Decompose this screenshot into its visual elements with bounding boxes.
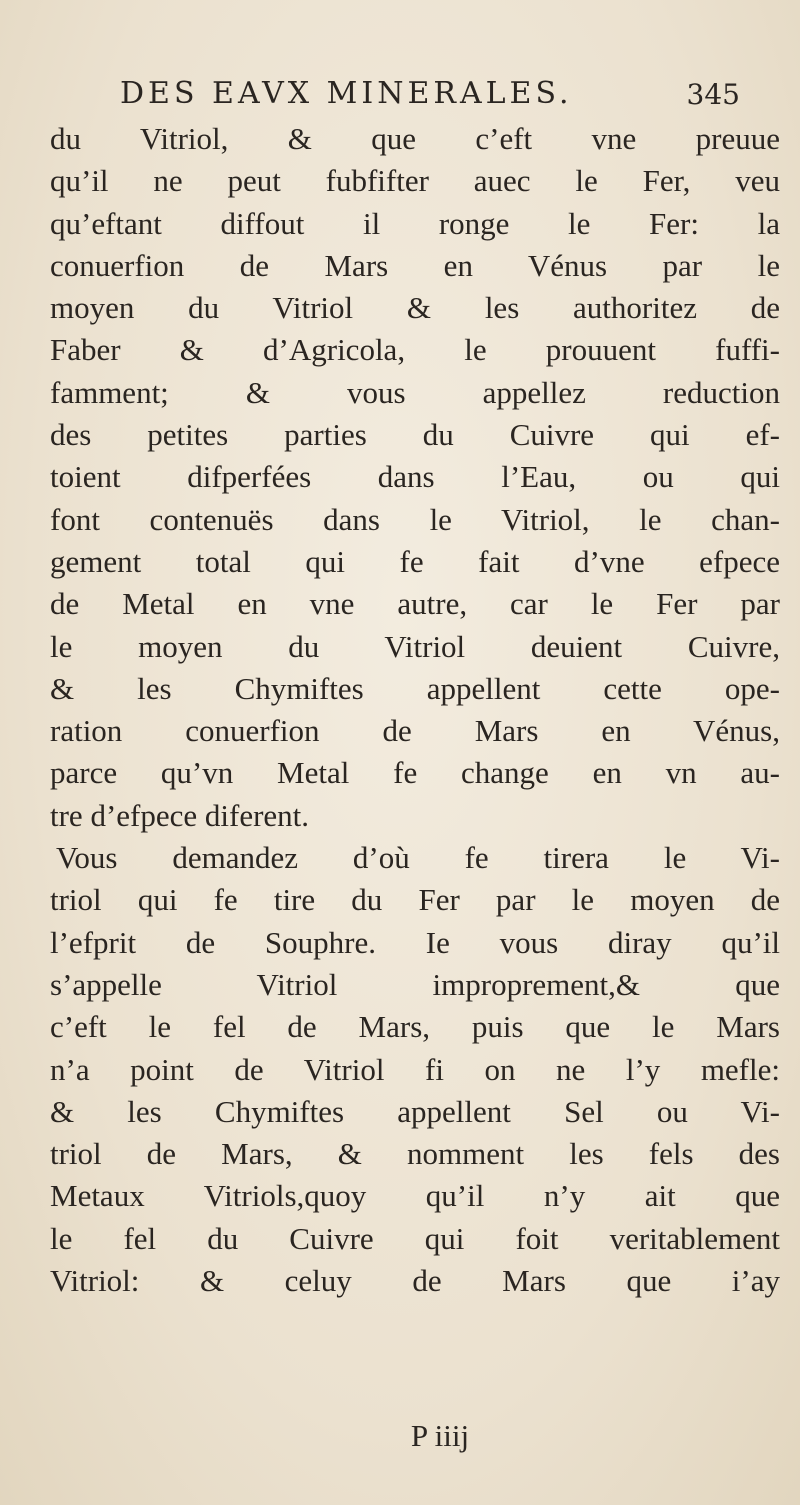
text-line: toient difperfées dans l’Eau, ou qui [50, 459, 780, 495]
text-line: le moyen du Vitriol deuient Cuivre, [50, 628, 780, 664]
text-line: triol de Mars, & nomment les fels des [50, 1136, 780, 1172]
paragraph-start-line: Vous demandez d’où fe tirera le Vi- [56, 840, 780, 876]
text-line: n’a point de Vitriol fi on ne l’y mefle: [50, 1051, 780, 1087]
text-line: l’efprit de Souphre. Ie vous diray qu’il [50, 924, 780, 960]
text-line: de Metal en vne autre, car le Fer par [50, 586, 780, 622]
text-line: Vitriol: & celuy de Mars que i’ay [50, 1263, 780, 1299]
text-line: parce qu’vn Metal fe change en vn au- [50, 755, 780, 791]
paragraph-end-line: tre d’efpece diferent. [50, 797, 310, 833]
text-line: Faber & d’Agricola, le prouuent fuffi- [50, 332, 780, 368]
text-line: s’appelle Vitriol improprement,& que [50, 966, 780, 1002]
text-line: & les Chymiftes appellent cette ope- [50, 670, 780, 706]
text-line: des petites parties du Cuivre qui ef- [50, 417, 780, 453]
text-line: qu’eftant diffout il ronge le Fer: la [50, 205, 780, 241]
text-line: Metaux Vitriols,quoy qu’il n’y ait que [50, 1178, 780, 1214]
text-line: ration conuerfion de Mars en Vénus, [50, 713, 780, 749]
text-line: gement total qui fe fait d’vne efpece [50, 543, 780, 579]
text-line: famment; & vous appellez reduction [50, 374, 780, 410]
body-text [50, 118, 780, 1302]
text-line: du Vitriol, & que c’eft vne preuue [50, 121, 780, 156]
text-line: triol qui fe tire du Fer par le moyen de [50, 882, 780, 918]
text-line: qu’il ne peut fubfifter auec le Fer, veu [50, 163, 780, 199]
text-line: c’eft le fel de Mars, puis que le Mars [50, 1009, 780, 1045]
text-line: font contenuës dans le Vitriol, le chan- [50, 501, 780, 537]
page-header [120, 76, 740, 116]
text-line: & les Chymiftes appellent Sel ou Vi- [50, 1093, 780, 1129]
page-number: 345 [686, 78, 740, 111]
text-line: conuerfion de Mars en Vénus par le [50, 247, 780, 283]
signature-mark: P iiij [410, 1418, 470, 1453]
text-line: le fel du Cuivre qui foit veritablement [50, 1220, 780, 1256]
text-line: moyen du Vitriol & les authoritez de [50, 290, 780, 326]
running-head: DES EAVX MINERALES. [120, 76, 573, 111]
